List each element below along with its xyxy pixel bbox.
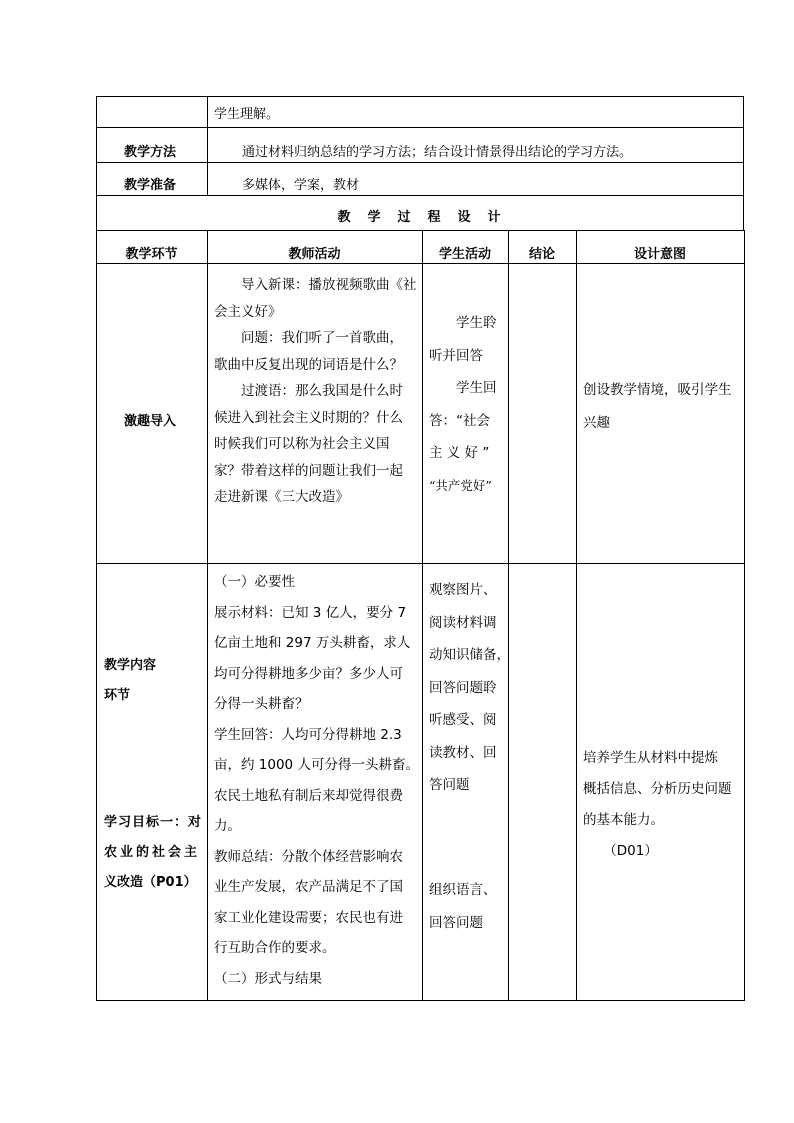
content-student-line: 组织语言、 (429, 882, 497, 898)
content-teacher-activity (214, 567, 419, 994)
intro-teacher-line: 时候我们可以称为社会主义国 (214, 436, 390, 452)
content-teacher-line: 分得一头耕畜？ (214, 696, 309, 712)
content-student-line: 读教材、回 (429, 744, 497, 761)
intro-teacher-line: 歌曲中反复出现的词语是什么？ (214, 356, 403, 373)
intro-teacher-line: 候进入到社会主义时期的？什么 (214, 409, 403, 426)
content-teacher-line: 亩，约 1000 人可分得一头耕畜。 (214, 757, 419, 773)
content-teacher-line: 学生回答：人均可分得耕地 2.3 (214, 726, 402, 743)
content-teacher-line: 展示材料：已知 3 亿人，要分 7 (214, 604, 407, 621)
intro-student-line: 主 义 好 ” (429, 445, 490, 461)
content-student-line: 回答问题聆 (429, 679, 497, 696)
top-row-content: 学生理解。 (214, 107, 280, 122)
method-label: 教学方法 (124, 145, 177, 160)
intro-teacher-line: 过渡语：那么我国是什么时 (214, 383, 403, 399)
header-intent: 设计意图 (633, 247, 686, 262)
intro-teacher-line: 导入新课：播放视频歌曲《社 (214, 277, 417, 293)
content-teacher-line: 均可分得耕地多少亩？多少人可 (214, 665, 403, 682)
prep-content: 多媒体，学案，教材 (242, 178, 360, 193)
intro-student-line: 学生回 (429, 380, 497, 396)
intro-teacher-line: 会主义好》 (214, 303, 282, 320)
intro-student-line: 答：“社会 (429, 412, 490, 429)
content-student-activity-b (429, 874, 497, 939)
content-teacher-line: 力。 (214, 818, 241, 834)
content-student-line: 观察图片、 (429, 582, 497, 598)
intro-intent-line: 创设教学情境，吸引学生 (583, 382, 732, 398)
header-stage: 教学环节 (125, 247, 178, 262)
content-stage-line: 教学内容 (104, 658, 157, 673)
content-intent-line: （D01） (583, 843, 658, 859)
content-goal-line: 农业的社会主 (104, 845, 201, 860)
content-stage-line: 环节 (104, 688, 131, 703)
content-teacher-line: 亿亩土地和 297 万头耕畜，求人 (214, 635, 411, 651)
intro-teacher-line: 问题：我们听了一首歌曲， (214, 330, 403, 346)
content-student-line: 听感受、阅 (429, 712, 497, 728)
content-student-line: 答问题 (429, 777, 470, 793)
content-teacher-line: 教师总结：分散个体经营影响农 (214, 848, 403, 865)
content-teacher-line: 行互助合作的要求。 (214, 940, 336, 956)
content-goal-line: 义改造（P01） (104, 875, 197, 890)
intro-student-line: “共产党好” (429, 477, 492, 493)
content-teacher-line: 家工业化建设需要；农民也有进 (214, 909, 403, 926)
intro-teacher-line: 家？带着这样的问题让我们一起 (214, 462, 403, 479)
intro-teacher-line: 走进新课《三大改造》 (214, 489, 349, 505)
content-stage-title (104, 651, 156, 711)
content-student-line: 回答问题 (429, 914, 483, 931)
content-student-line: 阅读材料调 (429, 614, 497, 631)
content-goal (104, 808, 202, 898)
content-intent-line: 概括信息、分析历史问题 (583, 781, 732, 797)
content-teacher-line: 业生产发展，农产品满足不了国 (214, 879, 403, 895)
method-content: 通过材料归纳总结的学习方法；结合设计情景得出结论的学习方法。 (242, 145, 633, 160)
intro-intent-line: 兴趣 (583, 415, 610, 431)
intro-student-activity (429, 307, 497, 502)
header-student: 学生活动 (438, 247, 491, 262)
header-conclusion: 结论 (528, 247, 555, 262)
content-student-line: 动知识储备， (429, 647, 510, 663)
content-student-activity-a (429, 574, 510, 802)
intro-teacher-activity (214, 272, 417, 511)
content-intent-line: 培养学生从材料中提炼 (583, 750, 718, 766)
intro-student-line: 学生聆 (429, 315, 497, 331)
intro-intent (583, 374, 732, 440)
content-goal-line: 学习目标一：对 (104, 815, 203, 830)
process-title: 教 学 过 程 设 计 (337, 210, 503, 225)
prep-label: 教学准备 (124, 178, 177, 193)
header-teacher: 教师活动 (288, 247, 341, 262)
content-teacher-line: （二）形式与结果 (214, 970, 322, 987)
content-intent (583, 743, 732, 867)
intro-student-line: 听并回答 (429, 347, 483, 364)
content-teacher-line: 农民土地私有制后来却觉得很费 (214, 787, 403, 804)
content-intent-line: 的基本能力。 (583, 812, 664, 828)
intro-stage: 激趣导入 (124, 414, 177, 429)
content-teacher-line: （一）必要性 (214, 574, 295, 590)
